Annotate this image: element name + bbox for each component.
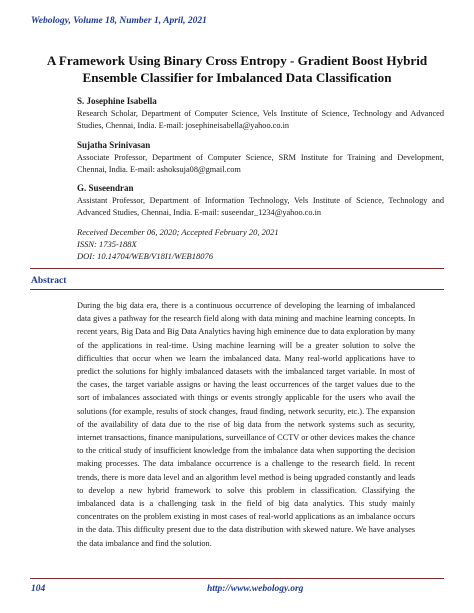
journal-url: http://www.webology.org <box>207 584 304 594</box>
abstract-heading: Abstract <box>31 276 67 286</box>
received-accepted-dates: Received December 06, 2020; Accepted February 20, 2021 <box>77 227 279 237</box>
author-block-3 <box>77 182 444 219</box>
author-block-2 <box>77 139 444 176</box>
author-block-1 <box>77 95 444 132</box>
author-name: Sujatha Srinivasan <box>77 140 151 150</box>
divider-top <box>30 268 444 269</box>
doi: DOI: 10.14704/WEB/V18I1/WEB18076 <box>77 251 213 261</box>
abstract-text: During the big data era, there is a continuous occurrence of developing the learning of imbalanced data gives a pathway for the research field along with data mining and machine learning concepts. In recent years, Big Data and Big Data Analytics having high eminence due to data exploration by many of the applications in real-time. Using machine learning will be a greater solution to solve the difficulties that occur when we learn the imbalanced data. Many real-world applications have to predict the solutions for highly imbalanced datasets with the imbalanced target variable. In most of the cases, the target variable assigns or having the least occurrences of the target values due to the sort of imbalances associated with things or events strongly applicable for the users who avail the solutions (for example, results of stock changes, fraud finding, network security, etc.). The expansion of the availability of data due to the rise of big data from the network systems such as security, internet transactions, finance manipulations, surveillance of CCTV or other devices makes the chance to the critical study of insufficient knowledge from the imbalance data when supporting the decision making processes. The data imbalance occurrence is a challenge to the research field. In recent trends, there is more data level and an algorithm level method is being upgraded constantly and leads to develop a new hybrid framework to solve this problem in classification. Classifying the imbalanced data is a challenging task in the field of big data analytics. This study mainly concentrates on the problem existing in most cases of real-world applications as an imbalance occurs in the data. This difficulty present due to the data distribution with skewed nature. We have analyses the data imbalance and find the solution. <box>77 301 415 548</box>
paper-title: A Framework Using Binary Cross Entropy - Gradient Boost Hybrid Ensemble Classifier for Imbalanced Data Classification <box>46 53 428 85</box>
divider-abstract <box>30 289 444 290</box>
author-name: G. Suseendran <box>77 183 134 193</box>
publication-info <box>77 226 279 262</box>
author-name: S. Josephine Isabella <box>77 96 157 106</box>
author-affiliation: Associate Professor, Department of Computer Science, SRM Institute for Training and Development, Chennai, India. E-mail: ashoksuja08@gmail.com <box>77 153 444 174</box>
issn: ISSN: 1735-188X <box>77 239 137 249</box>
divider-footer <box>30 578 444 579</box>
page-number: 104 <box>31 584 46 594</box>
author-affiliation: Assistant Professor, Department of Information Technology, Vels Institute of Science, Technology and Advanced Studies, Chennai, India. E-mail: suseendar_1234@yahoo.co.in <box>77 196 444 217</box>
author-affiliation: Research Scholar, Department of Computer Science, Vels Institute of Science, Technology and Advanced Studies, Chennai, India. E-mail: josephineisabella@yahoo.co.in <box>77 109 444 130</box>
journal-header: Webology, Volume 18, Number 1, April, 2021 <box>31 16 207 26</box>
